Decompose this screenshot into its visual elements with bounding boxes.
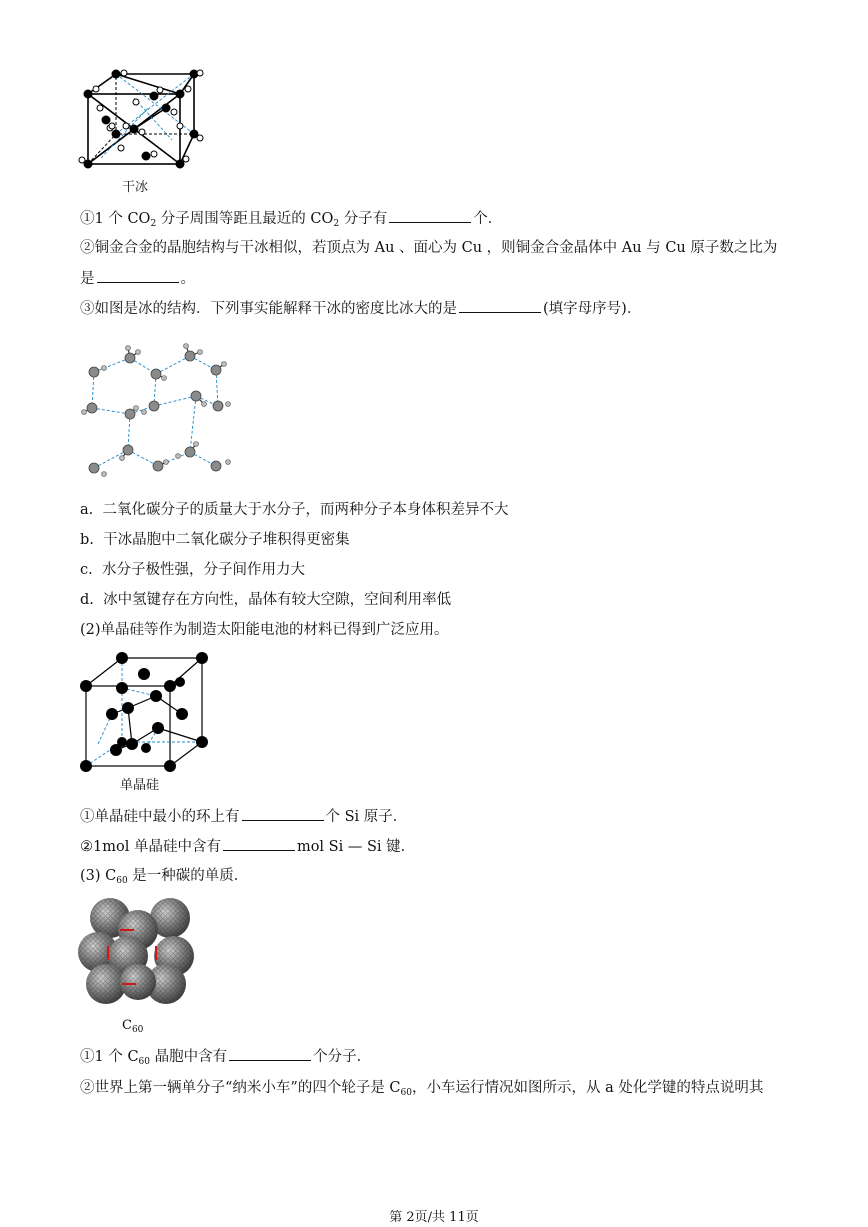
q3-suffix: 是一种碳的单质． <box>127 868 249 884</box>
answer-blank[interactable] <box>229 1046 311 1061</box>
option-b-text: 干冰晶胞中二氧化碳分子堆积得更密集 <box>103 532 350 548</box>
option-b[interactable] <box>80 530 350 550</box>
answer-blank[interactable] <box>223 836 295 851</box>
question-1-1 <box>80 208 502 234</box>
question-1-2-line1: ②铜金合金的晶胞结构与干冰相似，若顶点为 Au 、面心为 Cu ，则铜金合金晶体中 Au 与 Cu 原子数之比为 <box>80 240 778 256</box>
question-3-intro <box>80 866 248 891</box>
q3-2-suffix: ，小车运行情况如图所示，从 a 处化学键的特点说明其 <box>411 1080 764 1096</box>
option-d-label: d. <box>80 592 94 608</box>
option-a-label: a. <box>80 502 94 518</box>
q1-1-prefix: ①1 个 CO <box>80 211 151 227</box>
option-a-text: 二氧化碳分子的质量大于水分子，而两种分子本身体积差异不大 <box>102 502 509 518</box>
option-c-label: c. <box>80 562 93 578</box>
q2-1-prefix: ①单晶硅中最小的环上有 <box>80 809 240 825</box>
answer-blank[interactable] <box>242 806 324 821</box>
silicon-unit-cell-figure <box>76 648 216 774</box>
q1-1-sub1: 2 <box>150 219 157 229</box>
q1-3-suffix: (填字母序号)． <box>543 301 642 317</box>
option-d-text: 冰中氢键存在方向性，晶体有较大空隙，空间利用率低 <box>103 592 452 608</box>
q3-2-prefix: ②世界上第一辆单分子“纳米小车”的四个轮子是 C <box>80 1080 401 1096</box>
q1-2-line2-prefix: 是 <box>80 271 95 287</box>
option-c-text: 水分子极性强，分子间作用力大 <box>101 562 305 578</box>
c60-caption-sub: 60 <box>131 1025 144 1035</box>
c60-caption <box>122 1018 143 1038</box>
q3-1-mid: 晶胞中含有 <box>150 1049 228 1065</box>
q1-2-line2-suffix: 。 <box>180 271 195 287</box>
option-d[interactable] <box>80 590 451 610</box>
q2-2-suffix: mol Si — Si 键． <box>296 839 416 855</box>
q2-1-suffix: 个 Si 原子． <box>325 809 408 825</box>
q3-1-sub: 60 <box>138 1057 150 1067</box>
q1-1-suffix: 分子有 <box>339 211 388 227</box>
question-3-2 <box>80 1078 763 1103</box>
q3-2-sub: 60 <box>400 1088 412 1098</box>
q1-1-sub2: 2 <box>333 219 340 229</box>
question-3-1 <box>80 1046 371 1072</box>
page-footer: 第 2页/共 11页 <box>389 1210 479 1225</box>
q2-2-prefix: ②1mol 单晶硅中含有 <box>80 839 221 855</box>
dry-ice-caption: 干冰 <box>122 180 149 195</box>
q3-prefix: (3) C <box>80 868 117 884</box>
answer-blank[interactable] <box>97 268 179 283</box>
q3-sub: 60 <box>116 876 128 886</box>
q1-1-end: 个． <box>473 211 503 227</box>
ice-structure-figure <box>78 334 238 486</box>
question-2-2 <box>80 836 415 857</box>
silicon-caption: 单晶硅 <box>120 778 160 793</box>
option-b-label: b. <box>80 532 94 548</box>
c60-crystal-figure <box>78 896 198 1008</box>
c60-caption-main: C <box>122 1018 132 1033</box>
question-2-1 <box>80 806 407 827</box>
question-2-intro: (2)单晶硅等作为制造太阳能电池的材料已得到广泛应用。 <box>80 622 449 638</box>
q3-1-prefix: ①1 个 C <box>80 1049 139 1065</box>
answer-blank[interactable] <box>459 298 541 313</box>
q3-1-suffix: 个分子． <box>313 1049 372 1065</box>
dry-ice-unit-cell-figure <box>76 68 208 170</box>
question-1-3 <box>80 298 641 319</box>
answer-blank[interactable] <box>389 208 471 223</box>
option-a[interactable] <box>80 500 508 520</box>
q1-1-mid: 分子周围等距且最近的 CO <box>156 211 334 227</box>
q1-3-prefix: ③如图是冰的结构．下列事实能解释干冰的密度比冰大的是 <box>80 301 457 317</box>
question-1-2-line2 <box>80 268 195 289</box>
option-c[interactable] <box>80 560 305 580</box>
